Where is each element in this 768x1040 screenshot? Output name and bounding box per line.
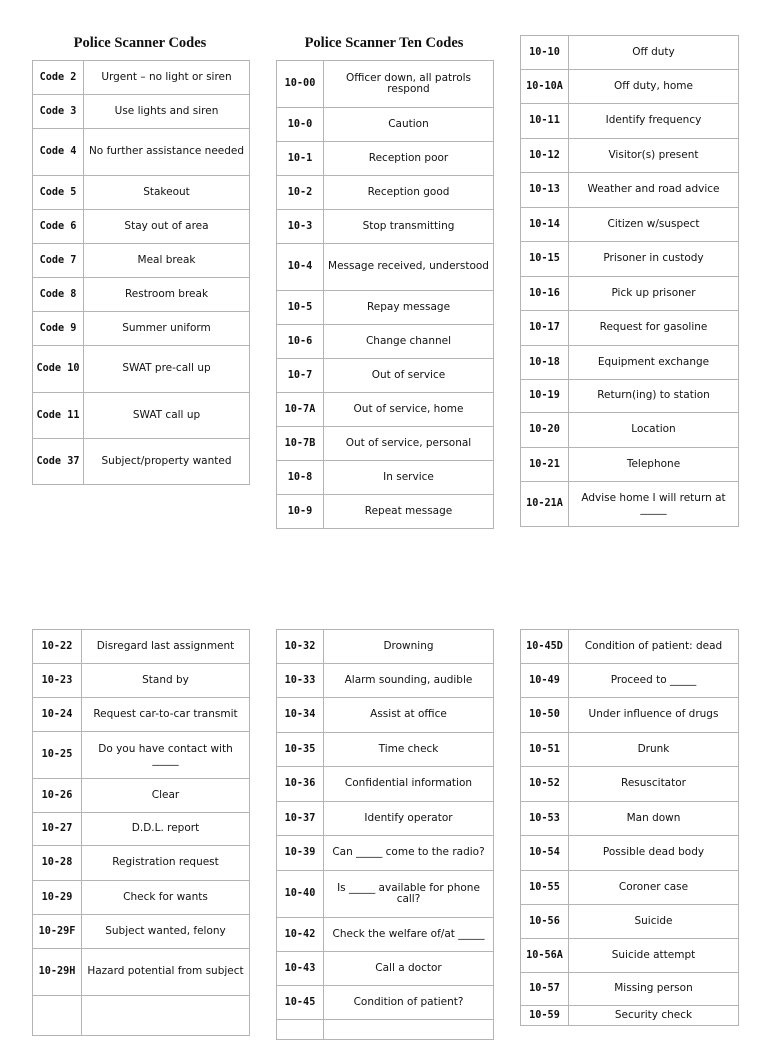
meaning-cell: Return(ing) to station	[569, 380, 739, 413]
codes-table-3	[520, 35, 739, 527]
code-row	[521, 1006, 739, 1026]
code-cell: 10-51	[521, 733, 569, 767]
code-cell: 10-34	[277, 698, 324, 733]
meaning-cell: Subject/property wanted	[84, 439, 250, 485]
code-row	[277, 461, 494, 495]
code-row	[277, 698, 494, 733]
code-cell: 10-16	[521, 277, 569, 311]
code-cell: Code 6	[33, 210, 84, 244]
code-cell: 10-40	[277, 871, 324, 918]
meaning-cell: Reception poor	[324, 142, 494, 176]
code-cell: 10-17	[521, 311, 569, 346]
meaning-cell: Restroom break	[84, 278, 250, 312]
meaning-cell: Is _____ available for phone call?	[324, 871, 494, 918]
code-cell: 10-49	[521, 664, 569, 698]
code-row	[521, 36, 739, 70]
meaning-cell: Location	[569, 413, 739, 448]
meaning-cell: Do you have contact with _____	[82, 732, 250, 779]
meaning-cell: Clear	[82, 779, 250, 813]
code-cell: 10-1	[277, 142, 324, 176]
meaning-cell: Can _____ come to the radio?	[324, 836, 494, 871]
meaning-cell: Stakeout	[84, 176, 250, 210]
code-cell: 10-33	[277, 664, 324, 698]
code-row	[33, 176, 250, 210]
codes-table-6	[520, 629, 739, 1026]
code-row	[277, 802, 494, 836]
meaning-cell: D.D.L. report	[82, 813, 250, 846]
code-cell: 10-45D	[521, 630, 569, 664]
code-row	[277, 210, 494, 244]
code-row	[521, 104, 739, 139]
meaning-cell: Disregard last assignment	[82, 630, 250, 664]
code-cell: 10-13	[521, 173, 569, 208]
code-row	[277, 664, 494, 698]
meaning-cell: Suicide attempt	[569, 939, 739, 973]
code-row	[33, 779, 250, 813]
code-row	[521, 973, 739, 1006]
code-cell: 10-37	[277, 802, 324, 836]
code-row	[277, 142, 494, 176]
code-cell: 10-5	[277, 291, 324, 325]
code-row	[521, 346, 739, 380]
code-row	[521, 311, 739, 346]
meaning-cell: Identify operator	[324, 802, 494, 836]
meaning-cell: Out of service	[324, 359, 494, 393]
meaning-cell: SWAT pre-call up	[84, 346, 250, 393]
meaning-cell: Alarm sounding, audible	[324, 664, 494, 698]
code-cell: 10-0	[277, 108, 324, 142]
code-cell: Code 10	[33, 346, 84, 393]
code-row	[521, 413, 739, 448]
code-cell: 10-55	[521, 871, 569, 905]
code-row	[521, 277, 739, 311]
code-cell: 10-54	[521, 836, 569, 871]
code-cell: 10-24	[33, 698, 82, 732]
meaning-cell: Coroner case	[569, 871, 739, 905]
code-row	[277, 359, 494, 393]
code-cell: 10-27	[33, 813, 82, 846]
code-row	[33, 312, 250, 346]
code-row	[277, 952, 494, 986]
code-row	[277, 427, 494, 461]
code-cell: 10-7	[277, 359, 324, 393]
code-row	[277, 393, 494, 427]
page-title-scanner-codes: Police Scanner Codes	[73, 35, 207, 51]
meaning-cell: Citizen w/suspect	[569, 208, 739, 242]
code-row	[33, 244, 250, 278]
code-row	[33, 915, 250, 949]
meaning-cell: Officer down, all patrols respond	[324, 61, 494, 108]
meaning-cell: Out of service, personal	[324, 427, 494, 461]
code-cell: 10-36	[277, 767, 324, 802]
meaning-cell: Meal break	[84, 244, 250, 278]
code-cell: 10-50	[521, 698, 569, 733]
codes-table-1	[32, 60, 250, 485]
meaning-cell: Reception good	[324, 176, 494, 210]
code-cell: 10-18	[521, 346, 569, 380]
code-cell: 10-12	[521, 139, 569, 173]
code-row	[33, 846, 250, 881]
code-cell: 10-26	[33, 779, 82, 813]
meaning-cell: Assist at office	[324, 698, 494, 733]
meaning-cell: Summer uniform	[84, 312, 250, 346]
code-cell: 10-35	[277, 733, 324, 767]
code-cell: 10-43	[277, 952, 324, 986]
meaning-cell: Time check	[324, 733, 494, 767]
meaning-cell: Change channel	[324, 325, 494, 359]
code-cell: 10-29H	[33, 949, 82, 996]
code-cell: 10-29	[33, 881, 82, 915]
code-cell: 10-39	[277, 836, 324, 871]
code-row	[521, 380, 739, 413]
code-row	[33, 129, 250, 176]
code-row	[277, 1020, 494, 1040]
code-row	[521, 767, 739, 802]
code-row	[521, 139, 739, 173]
code-cell: 10-23	[33, 664, 82, 698]
meaning-cell: Request for gasoline	[569, 311, 739, 346]
code-cell: 10-32	[277, 630, 324, 664]
code-cell: Code 2	[33, 61, 84, 95]
code-cell: 10-53	[521, 802, 569, 836]
meaning-cell: Stay out of area	[84, 210, 250, 244]
meaning-cell: Resuscitator	[569, 767, 739, 802]
code-cell: 10-10A	[521, 70, 569, 104]
code-row	[277, 630, 494, 664]
code-row	[521, 208, 739, 242]
meaning-cell: Out of service, home	[324, 393, 494, 427]
code-row	[521, 733, 739, 767]
code-row	[277, 176, 494, 210]
meaning-cell: Stop transmitting	[324, 210, 494, 244]
meaning-cell: Missing person	[569, 973, 739, 1006]
codes-table-4	[32, 629, 250, 1036]
code-cell: Code 37	[33, 439, 84, 485]
meaning-cell: Identify frequency	[569, 104, 739, 139]
code-row	[521, 448, 739, 482]
code-row	[33, 278, 250, 312]
meaning-cell: SWAT call up	[84, 393, 250, 439]
code-cell: 10-56	[521, 905, 569, 939]
meaning-cell: Off duty, home	[569, 70, 739, 104]
code-row	[521, 630, 739, 664]
meaning-cell: Condition of patient: dead	[569, 630, 739, 664]
meaning-cell: Under influence of drugs	[569, 698, 739, 733]
meaning-cell: Man down	[569, 802, 739, 836]
meaning-cell: Check the welfare of/at _____	[324, 918, 494, 952]
code-cell: 10-21	[521, 448, 569, 482]
code-cell: 10-10	[521, 36, 569, 70]
code-row	[277, 108, 494, 142]
code-row	[33, 732, 250, 779]
code-cell: 10-2	[277, 176, 324, 210]
meaning-cell	[82, 996, 250, 1036]
meaning-cell: No further assistance needed	[84, 129, 250, 176]
code-cell: 10-3	[277, 210, 324, 244]
code-cell: 10-6	[277, 325, 324, 359]
meaning-cell: Repay message	[324, 291, 494, 325]
code-cell: 10-7A	[277, 393, 324, 427]
code-cell: 10-29F	[33, 915, 82, 949]
code-cell: 10-59	[521, 1006, 569, 1026]
meaning-cell: Confidential information	[324, 767, 494, 802]
code-cell: 10-42	[277, 918, 324, 952]
code-cell: Code 11	[33, 393, 84, 439]
code-row	[33, 393, 250, 439]
code-cell	[33, 996, 82, 1036]
meaning-cell	[324, 1020, 494, 1040]
meaning-cell: Call a doctor	[324, 952, 494, 986]
code-row	[33, 439, 250, 485]
code-cell: 10-8	[277, 461, 324, 495]
meaning-cell: Drowning	[324, 630, 494, 664]
code-cell: 10-22	[33, 630, 82, 664]
code-row	[277, 871, 494, 918]
code-row	[277, 244, 494, 291]
meaning-cell: Proceed to _____	[569, 664, 739, 698]
meaning-cell: Registration request	[82, 846, 250, 881]
code-row	[521, 939, 739, 973]
meaning-cell: Subject wanted, felony	[82, 915, 250, 949]
meaning-cell: Telephone	[569, 448, 739, 482]
meaning-cell: Message received, understood	[324, 244, 494, 291]
code-row	[33, 996, 250, 1036]
code-cell: 10-14	[521, 208, 569, 242]
code-cell: 10-21A	[521, 482, 569, 527]
meaning-cell: Off duty	[569, 36, 739, 70]
code-row	[277, 733, 494, 767]
code-row	[33, 698, 250, 732]
code-row	[33, 61, 250, 95]
page-title-ten-codes: Police Scanner Ten Codes	[304, 35, 464, 51]
code-row	[521, 802, 739, 836]
code-row	[277, 767, 494, 802]
code-cell: 10-52	[521, 767, 569, 802]
meaning-cell: Request car-to-car transmit	[82, 698, 250, 732]
meaning-cell: Suicide	[569, 905, 739, 939]
code-row	[33, 881, 250, 915]
code-row	[521, 482, 739, 527]
meaning-cell: Weather and road advice	[569, 173, 739, 208]
code-cell: 10-00	[277, 61, 324, 108]
code-row	[277, 986, 494, 1020]
code-row	[277, 495, 494, 529]
meaning-cell: Check for wants	[82, 881, 250, 915]
meaning-cell: Equipment exchange	[569, 346, 739, 380]
meaning-cell: Urgent – no light or siren	[84, 61, 250, 95]
code-cell: 10-9	[277, 495, 324, 529]
code-row	[33, 630, 250, 664]
code-cell: 10-28	[33, 846, 82, 881]
code-row	[521, 70, 739, 104]
code-row	[277, 61, 494, 108]
code-cell: Code 4	[33, 129, 84, 176]
code-cell: Code 7	[33, 244, 84, 278]
meaning-cell: Advise home I will return at _____	[569, 482, 739, 527]
meaning-cell: Use lights and siren	[84, 95, 250, 129]
meaning-cell: Prisoner in custody	[569, 242, 739, 277]
code-cell: 10-20	[521, 413, 569, 448]
code-cell: 10-25	[33, 732, 82, 779]
code-cell: 10-4	[277, 244, 324, 291]
code-cell: Code 8	[33, 278, 84, 312]
meaning-cell: Possible dead body	[569, 836, 739, 871]
code-cell: 10-56A	[521, 939, 569, 973]
code-cell: 10-11	[521, 104, 569, 139]
code-cell: 10-45	[277, 986, 324, 1020]
code-row	[521, 173, 739, 208]
code-row	[521, 698, 739, 733]
code-cell: Code 9	[33, 312, 84, 346]
meaning-cell: Visitor(s) present	[569, 139, 739, 173]
code-cell	[277, 1020, 324, 1040]
code-row	[277, 291, 494, 325]
code-row	[33, 813, 250, 846]
code-cell: 10-57	[521, 973, 569, 1006]
code-row	[33, 210, 250, 244]
meaning-cell: Pick up prisoner	[569, 277, 739, 311]
code-cell: 10-19	[521, 380, 569, 413]
code-cell: 10-15	[521, 242, 569, 277]
code-row	[521, 871, 739, 905]
code-row	[521, 664, 739, 698]
meaning-cell: Stand by	[82, 664, 250, 698]
codes-table-2	[276, 60, 494, 529]
meaning-cell: Repeat message	[324, 495, 494, 529]
code-row	[33, 346, 250, 393]
meaning-cell: Caution	[324, 108, 494, 142]
code-row	[33, 949, 250, 996]
meaning-cell: Condition of patient?	[324, 986, 494, 1020]
meaning-cell: Security check	[569, 1006, 739, 1026]
code-cell: Code 5	[33, 176, 84, 210]
code-row	[277, 325, 494, 359]
code-row	[521, 905, 739, 939]
code-row	[33, 664, 250, 698]
meaning-cell: In service	[324, 461, 494, 495]
code-cell: Code 3	[33, 95, 84, 129]
code-cell: 10-7B	[277, 427, 324, 461]
code-row	[521, 242, 739, 277]
codes-table-5	[276, 629, 494, 1040]
code-row	[277, 836, 494, 871]
code-row	[521, 836, 739, 871]
meaning-cell: Drunk	[569, 733, 739, 767]
code-row	[33, 95, 250, 129]
code-row	[277, 918, 494, 952]
meaning-cell: Hazard potential from subject	[82, 949, 250, 996]
